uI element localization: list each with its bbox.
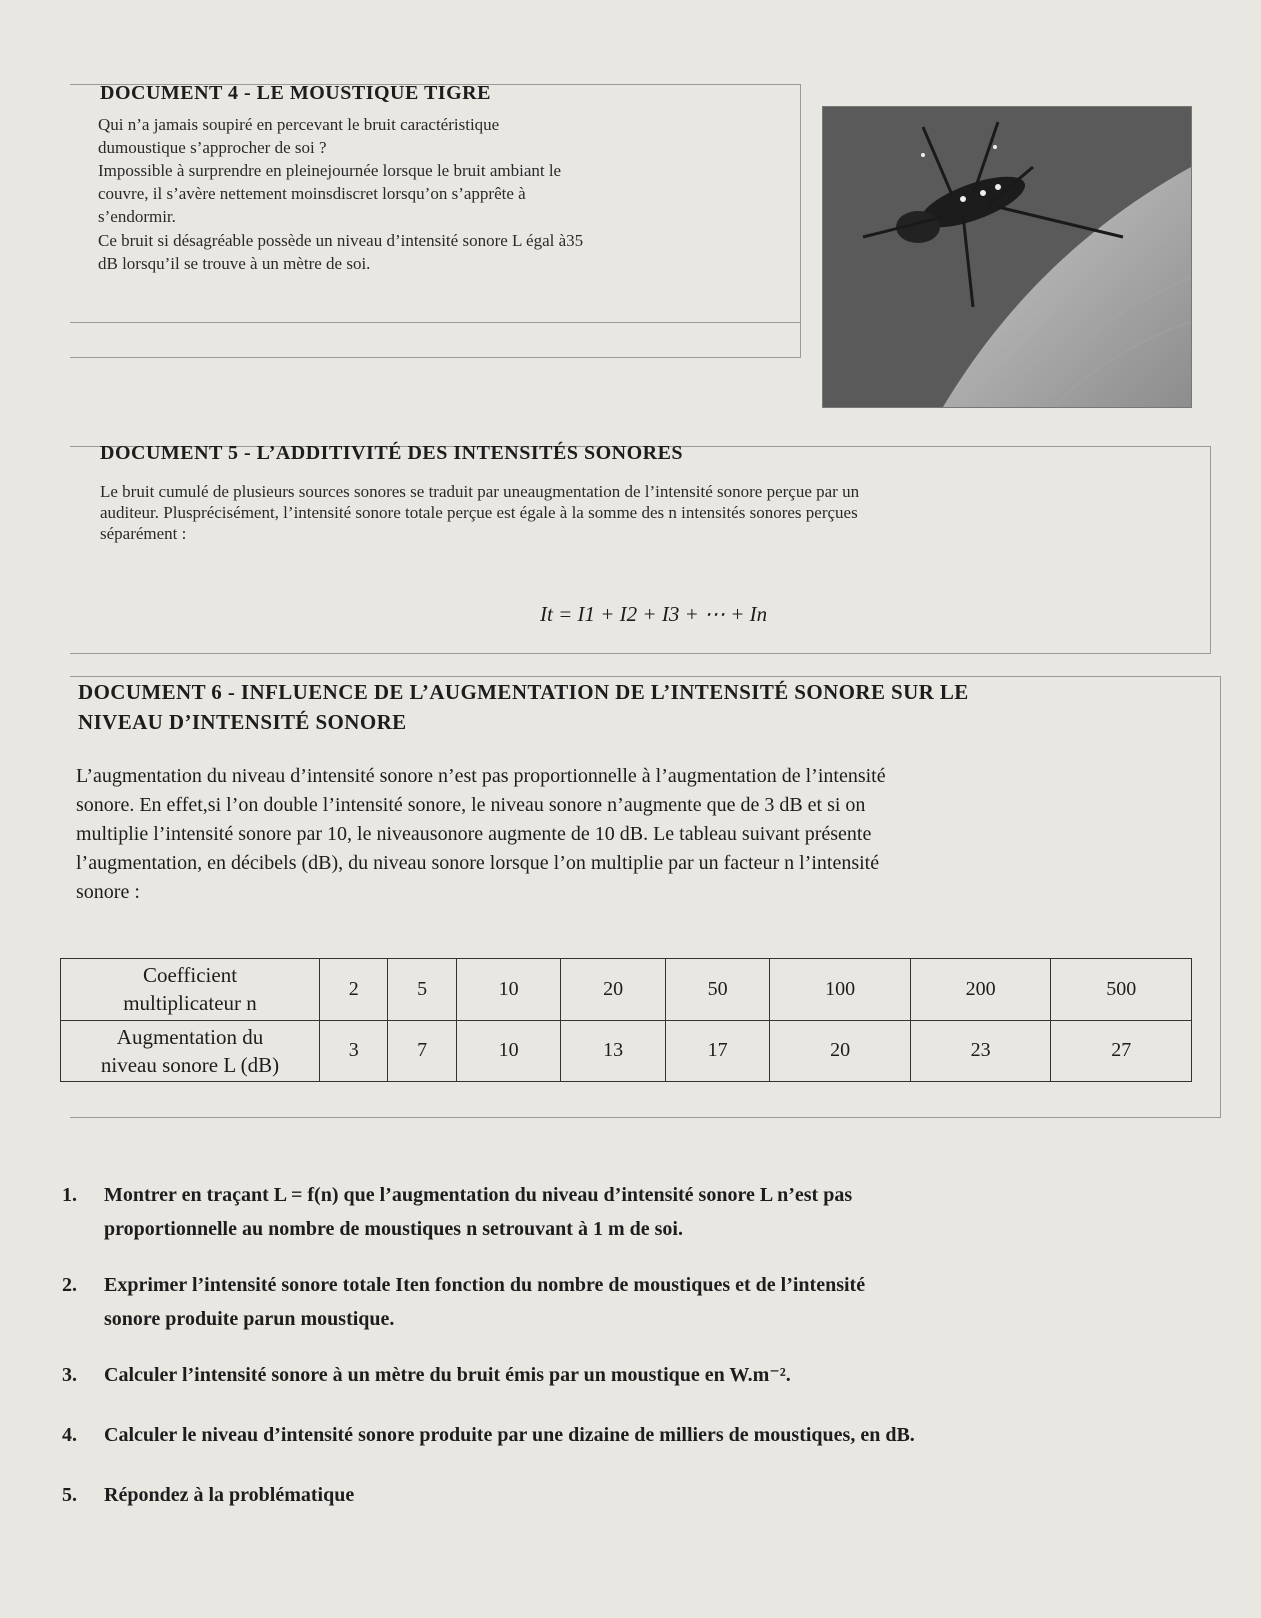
table-cell: 10: [456, 1020, 560, 1082]
question-text: proportionnelle au nombre de moustiques n setrouvant à 1 m de soi.: [104, 1218, 683, 1240]
doc4-line: dumoustique s’approcher de soi ?: [98, 138, 327, 157]
doc4-title: DOCUMENT 4 - LE MOUSTIQUE TIGRE: [100, 82, 491, 104]
doc4-line: Qui n’a jamais soupiré en percevant le bruit caractéristique: [98, 115, 500, 134]
table-row: [61, 1020, 1192, 1082]
doc6-title-line: DOCUMENT 6 - INFLUENCE DE L’AUGMENTATION DE L’INTENSITÉ SONORE SUR LE: [78, 680, 969, 704]
question-number: 5.: [62, 1484, 77, 1506]
table-cell: 17: [665, 1020, 769, 1082]
question-number: 1.: [62, 1184, 77, 1206]
doc6-line: sonore :: [76, 881, 140, 903]
doc4-line: Impossible à surprendre en pleinejournée lorsque le bruit ambiant le: [98, 161, 562, 180]
doc5-text: [100, 481, 1190, 544]
doc6-line: multiplie l’intensité sonore par 10, le niveausonore augmente de 10 dB. Le tableau suivant présente: [76, 823, 872, 845]
question-3: [62, 1358, 1222, 1392]
question-text: Calculer l’intensité sonore à un mètre du bruit émis par un moustique en W.m⁻².: [104, 1364, 791, 1386]
mosquito-photo: [822, 106, 1192, 408]
question-4: [62, 1418, 1222, 1452]
table-cell: 3: [320, 1020, 388, 1082]
doc4-text: [98, 114, 798, 276]
table-cell: 500: [1051, 959, 1192, 1021]
table-cell: 5: [388, 959, 456, 1021]
divider: [70, 322, 800, 323]
table-cell: 27: [1051, 1020, 1192, 1082]
doc6-text: [76, 762, 1206, 907]
table-cell: 2: [320, 959, 388, 1021]
table-cell: 10: [456, 959, 560, 1021]
table-cell: 7: [388, 1020, 456, 1082]
question-text: Montrer en traçant L = f(n) que l’augmentation du niveau d’intensité sonore L n’est pas: [104, 1184, 853, 1206]
table-row: [61, 959, 1192, 1021]
question-text: Exprimer l’intensité sonore totale Iten fonction du nombre de moustiques et de l’intensité: [104, 1274, 866, 1296]
question-text: Calculer le niveau d’intensité sonore produite par une dizaine de milliers de moustiques, en dB.: [104, 1424, 915, 1446]
question-text: sonore produite parun moustique.: [104, 1308, 395, 1330]
doc6-title: [78, 677, 1218, 737]
question-number: 3.: [62, 1364, 77, 1386]
doc5-line: auditeur. Plusprécisément, l’intensité sonore totale perçue est égale à la somme des n intensités sonores perçues: [100, 503, 858, 522]
table-row-header: Coefficient multiplicateur n: [61, 959, 320, 1021]
question-2: [62, 1268, 1222, 1336]
question-text: Répondez à la problématique: [104, 1484, 355, 1506]
question-5: [62, 1478, 1222, 1512]
table-cell: 20: [770, 1020, 911, 1082]
table-cell: 20: [561, 959, 665, 1021]
table-cell: 23: [910, 1020, 1051, 1082]
doc4-line: s’endormir.: [98, 207, 176, 226]
doc4-line: Ce bruit si désagréable possède un niveau d’intensité sonore L égal à35: [98, 231, 584, 250]
mosquito-illustration: [823, 107, 1191, 407]
doc6-title-line: NIVEAU D’INTENSITÉ SONORE: [78, 710, 407, 734]
table-cell: 200: [910, 959, 1051, 1021]
table-cell: 13: [561, 1020, 665, 1082]
sound-level-table: [60, 958, 1192, 1082]
doc4-line: couvre, il s’avère nettement moinsdiscret lorsqu’on s’apprête à: [98, 184, 526, 203]
doc6-line: l’augmentation, en décibels (dB), du niveau sonore lorsque l’on multiplie par un facteur n l’intensité: [76, 852, 880, 874]
table-row-header: Augmentation du niveau sonore L (dB): [61, 1020, 320, 1082]
table-cell: 50: [665, 959, 769, 1021]
additivity-formula: It = I1 + I2 + I3 + ⋯ + In: [540, 602, 768, 626]
doc4-line: dB lorsqu’il se trouve à un mètre de soi.: [98, 254, 371, 273]
table-cell: 100: [770, 959, 911, 1021]
question-number: 2.: [62, 1274, 77, 1296]
doc6-line: L’augmentation du niveau d’intensité sonore n’est pas proportionnelle à l’augmentation de l’intensité: [76, 765, 886, 787]
question-number: 4.: [62, 1424, 77, 1446]
doc5-line: séparément :: [100, 524, 187, 543]
doc5-title: DOCUMENT 5 - L’ADDITIVITÉ DES INTENSITÉS SONORES: [100, 442, 684, 464]
doc5-line: Le bruit cumulé de plusieurs sources sonores se traduit par uneaugmentation de l’intensité sonore perçue par un: [100, 482, 860, 501]
doc6-line: sonore. En effet,si l’on double l’intensité sonore, le niveau sonore n’augmente que de 3 dB et si on: [76, 794, 866, 816]
question-1: [62, 1178, 1222, 1246]
